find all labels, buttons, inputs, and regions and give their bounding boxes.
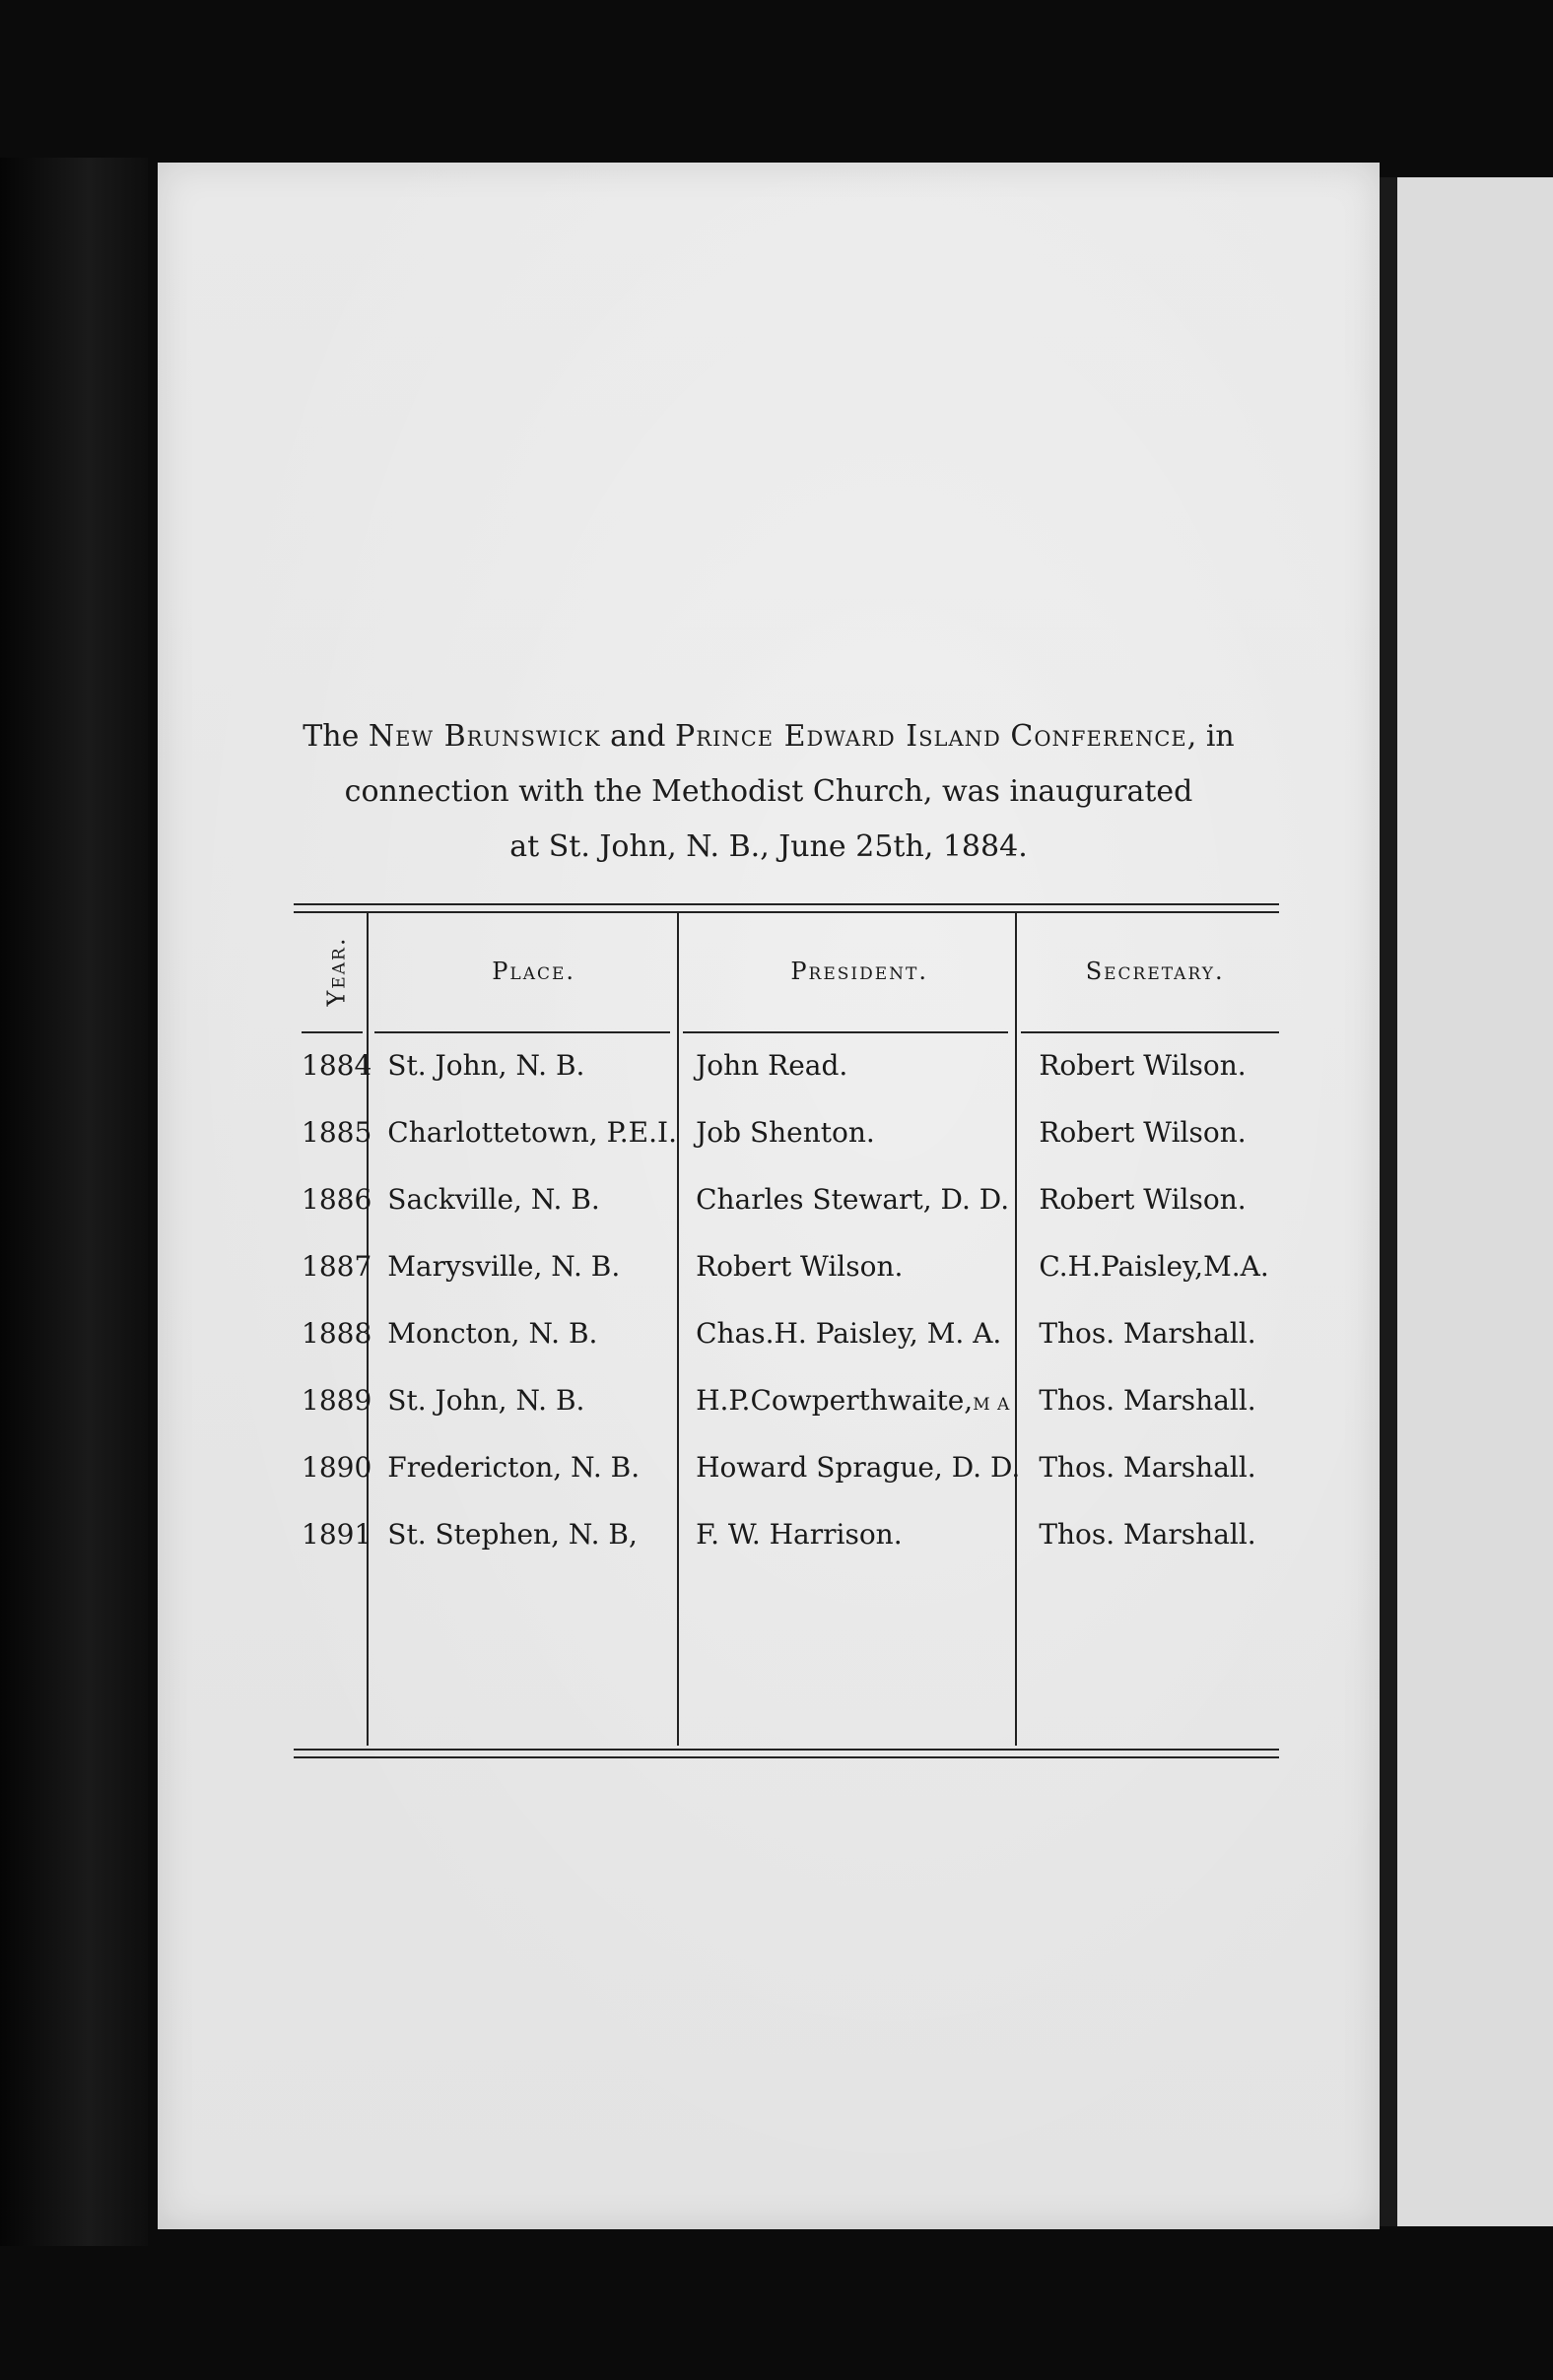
conference-heading — [158, 709, 1380, 875]
heading-new-brunswick: New Brunswick — [368, 719, 601, 754]
heading-conference: Conference — [1010, 719, 1187, 754]
table-header-row — [294, 911, 1279, 1031]
row-president: Chas.H. Paisley, M. A. — [696, 1316, 1002, 1350]
row-year: 1891 — [302, 1517, 372, 1551]
secretary-header: Secretary. — [1085, 958, 1225, 985]
book-spine-edge — [0, 158, 148, 2246]
row-place: Marysville, N. B. — [387, 1249, 621, 1283]
table-row — [294, 1232, 1279, 1299]
row-secretary: C.H.Paisley,M.A. — [1039, 1249, 1269, 1283]
row-place: St. John, N. B. — [387, 1048, 585, 1082]
row-secretary: Robert Wilson. — [1039, 1115, 1247, 1149]
heading-and: and — [610, 719, 666, 754]
year-header: Year. — [322, 936, 351, 1007]
table-bottom-rule-1 — [294, 1749, 1279, 1751]
row-president-degree: M A — [973, 1394, 1011, 1415]
row-president — [688, 1366, 1031, 1433]
row-president: Robert Wilson. — [696, 1249, 904, 1283]
adjacent-page-edge — [1397, 177, 1553, 2226]
row-president: John Read. — [696, 1048, 848, 1082]
row-secretary: Thos. Marshall. — [1039, 1450, 1256, 1484]
table-bottom-rule-2 — [294, 1756, 1279, 1758]
table-row — [294, 1366, 1279, 1433]
row-secretary: Robert Wilson. — [1039, 1182, 1247, 1216]
heading-line-2: connection with the Methodist Church, was inaugurated — [344, 774, 1193, 809]
row-year: 1888 — [302, 1316, 372, 1350]
document-page — [158, 163, 1380, 2229]
table-row — [294, 1433, 1279, 1500]
table-top-rule-1 — [294, 903, 1279, 905]
heading-line-3: at St. John, N. B., June 25th, 1884. — [509, 829, 1028, 864]
heading-the: The — [303, 719, 360, 754]
row-place: St. John, N. B. — [387, 1383, 585, 1417]
table-row — [294, 1165, 1279, 1232]
row-place: Moncton, N. B. — [387, 1316, 598, 1350]
page-gutter — [1380, 177, 1397, 2226]
table-row — [294, 1299, 1279, 1366]
table-row — [294, 1500, 1279, 1567]
row-president-name: H.P.Cowperthwaite, — [696, 1383, 974, 1417]
row-president: F. W. Harrison. — [696, 1517, 903, 1551]
row-president: Job Shenton. — [696, 1115, 875, 1149]
heading-pei: Prince Edward Island — [675, 719, 1001, 754]
row-place: Sackville, N. B. — [387, 1182, 600, 1216]
row-president: Howard Sprague, D. D. — [696, 1450, 1021, 1484]
row-year: 1885 — [302, 1115, 372, 1149]
row-place: Charlottetown, P.E.I. — [387, 1115, 677, 1149]
row-place: St. Stephen, N. B, — [387, 1517, 638, 1551]
row-secretary: Thos. Marshall. — [1039, 1316, 1256, 1350]
row-place: Fredericton, N. B. — [387, 1450, 641, 1484]
heading-in: , in — [1186, 719, 1235, 754]
table-row — [294, 1098, 1279, 1165]
president-header: President. — [790, 958, 928, 985]
row-year: 1886 — [302, 1182, 372, 1216]
row-secretary: Thos. Marshall. — [1039, 1383, 1256, 1417]
row-secretary: Robert Wilson. — [1039, 1048, 1247, 1082]
row-year: 1889 — [302, 1383, 372, 1417]
row-year: 1887 — [302, 1249, 372, 1283]
row-secretary: Thos. Marshall. — [1039, 1517, 1256, 1551]
place-header: Place. — [492, 958, 576, 985]
table-row — [294, 1031, 1279, 1098]
row-president: Charles Stewart, D. D. — [696, 1182, 1010, 1216]
row-year: 1890 — [302, 1450, 372, 1484]
row-year: 1884 — [302, 1048, 372, 1082]
conference-table — [294, 911, 1279, 1567]
heading-line-1 — [158, 709, 1380, 764]
